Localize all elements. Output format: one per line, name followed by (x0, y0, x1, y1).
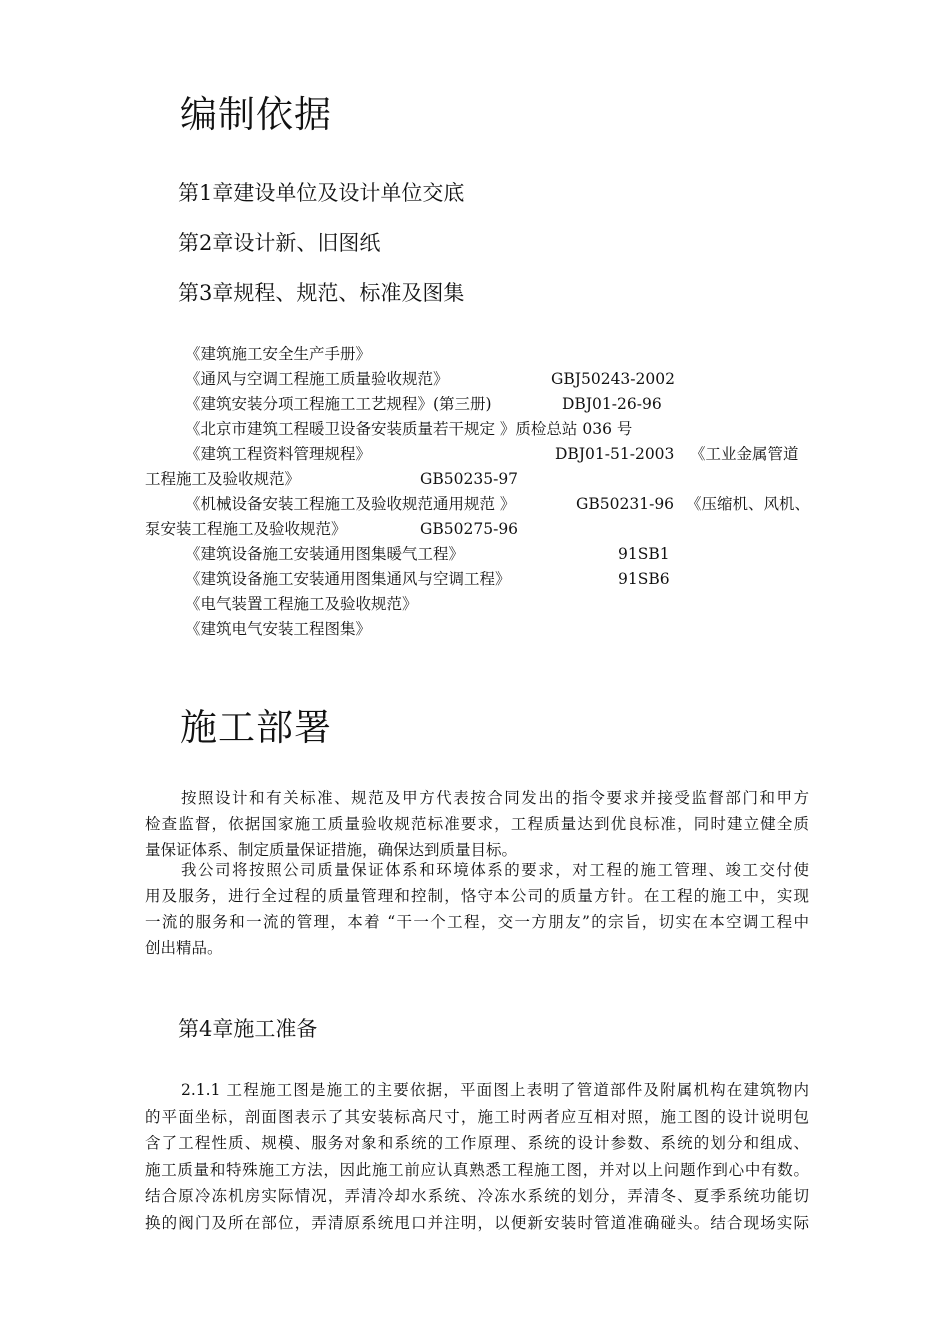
paragraph-line: 的平面坐标，剖面图表示了其安装标高尺寸，施工时两者应互相对照，施工图的设计说明包 (145, 1107, 809, 1126)
paragraph-line: 施工质量和特殊施工方法，因此施工前应认真熟悉工程施工图，并对以上问题作到心中有数。 (145, 1160, 809, 1179)
reference-5-code: DBJ01-51-2003 (555, 445, 675, 463)
paragraph-line: 含了工程性质、规模、服务对象和系统的工作原理、系统的设计参数、系统的划分和组成、 (145, 1134, 809, 1152)
reference-4-title: 《北京市建筑工程暖卫设备安装质量若干规定 》质检总站 036 号 (185, 420, 633, 438)
reference-10-title: 《建筑设备施工安装通用图集通风与空调工程》 (185, 570, 511, 588)
chapter-3-title: 第3章规程、规范、标准及图集 (178, 281, 465, 305)
reference-7-code: GB50231-96 (576, 495, 675, 513)
reference-2-title: 《通风与空调工程施工质量验收规范》 (185, 370, 449, 388)
reference-6-code: GB50235-97 (420, 470, 519, 488)
paragraph-line: 结合原冷冻机房实际情况，弄清冷却水系统、冷冻水系统的划分，弄清冬、夏季系统功能切 (145, 1187, 809, 1205)
reference-6-title-start: 《工业金属管道 (690, 445, 799, 463)
paragraph-line: 检查监督，依据国家施工质量验收规范标准要求，工程质量达到优良标准，同时建立健全质 (145, 815, 809, 833)
reference-3-title: 《建筑安装分项工程施工工艺规程》(第三册) (185, 395, 492, 413)
paragraph-line: 2.1.1 工程施工图是施工的主要依据，平面图上表明了管道部件及附属机构在建筑物内 (181, 1081, 809, 1099)
reference-6-title-continued: 工程施工及验收规范》 (145, 470, 301, 488)
paragraph-line: 创出精品。 (145, 939, 223, 957)
chapter-2-title: 第2章设计新、旧图纸 (178, 231, 381, 255)
reference-5-title: 《建筑工程资料管理规程》 (185, 445, 372, 463)
paragraph-line: 换的阀门及所在部位，弄清原系统甩口并注明，以便新安装时管道准确碰头。结合现场实际 (145, 1213, 809, 1232)
reference-3-code: DBJ01-26-96 (562, 395, 662, 413)
paragraph-line: 我公司将按照公司质量保证体系和环境体系的要求，对工程的施工管理、竣工交付使 (181, 861, 809, 879)
reference-11-title: 《电气装置工程施工及验收规范》 (185, 595, 418, 613)
paragraph-line: 一流的服务和一流的管理，本着 “干一个工程，交一方朋友”的宗旨，切实在本空调工程中 (145, 913, 809, 931)
reference-2-code: GBJ50243-2002 (551, 370, 675, 388)
heading-basis: 编制依据 (180, 93, 332, 136)
paragraph-line: 量保证体系、制定质量保证措施，确保达到质量目标。 (145, 841, 518, 859)
deployment-paragraph-2 (145, 857, 809, 961)
reference-12-title: 《建筑电气安装工程图集》 (185, 620, 372, 638)
preparation-paragraph (145, 1077, 809, 1236)
reference-10-code: 91SB6 (618, 570, 670, 588)
chapter-1-title: 第1章建设单位及设计单位交底 (178, 181, 465, 205)
reference-9-code: 91SB1 (618, 545, 670, 563)
reference-8-title-continued: 泵安装工程施工及验收规范》 (145, 520, 347, 538)
paragraph-line: 按照设计和有关标准、规范及甲方代表按合同发出的指令要求并接受监督部门和甲方 (181, 789, 809, 807)
heading-deployment: 施工部署 (180, 706, 332, 749)
reference-8-code: GB50275-96 (420, 520, 519, 538)
reference-7-title: 《机械设备安装工程施工及验收规范通用规范 》 (185, 495, 516, 513)
reference-9-title: 《建筑设备施工安装通用图集暖气工程》 (185, 545, 465, 563)
paragraph-line: 用及服务，进行全过程的质量管理和控制，恪守本公司的质量方针。在工程的施工中，实现 (145, 887, 809, 905)
reference-8-title-start: 《压缩机、风机、 (686, 495, 811, 513)
reference-1-title: 《建筑施工安全生产手册》 (185, 345, 372, 363)
chapter-4-title: 第4章施工准备 (178, 1017, 318, 1041)
deployment-paragraph-1 (145, 785, 809, 863)
